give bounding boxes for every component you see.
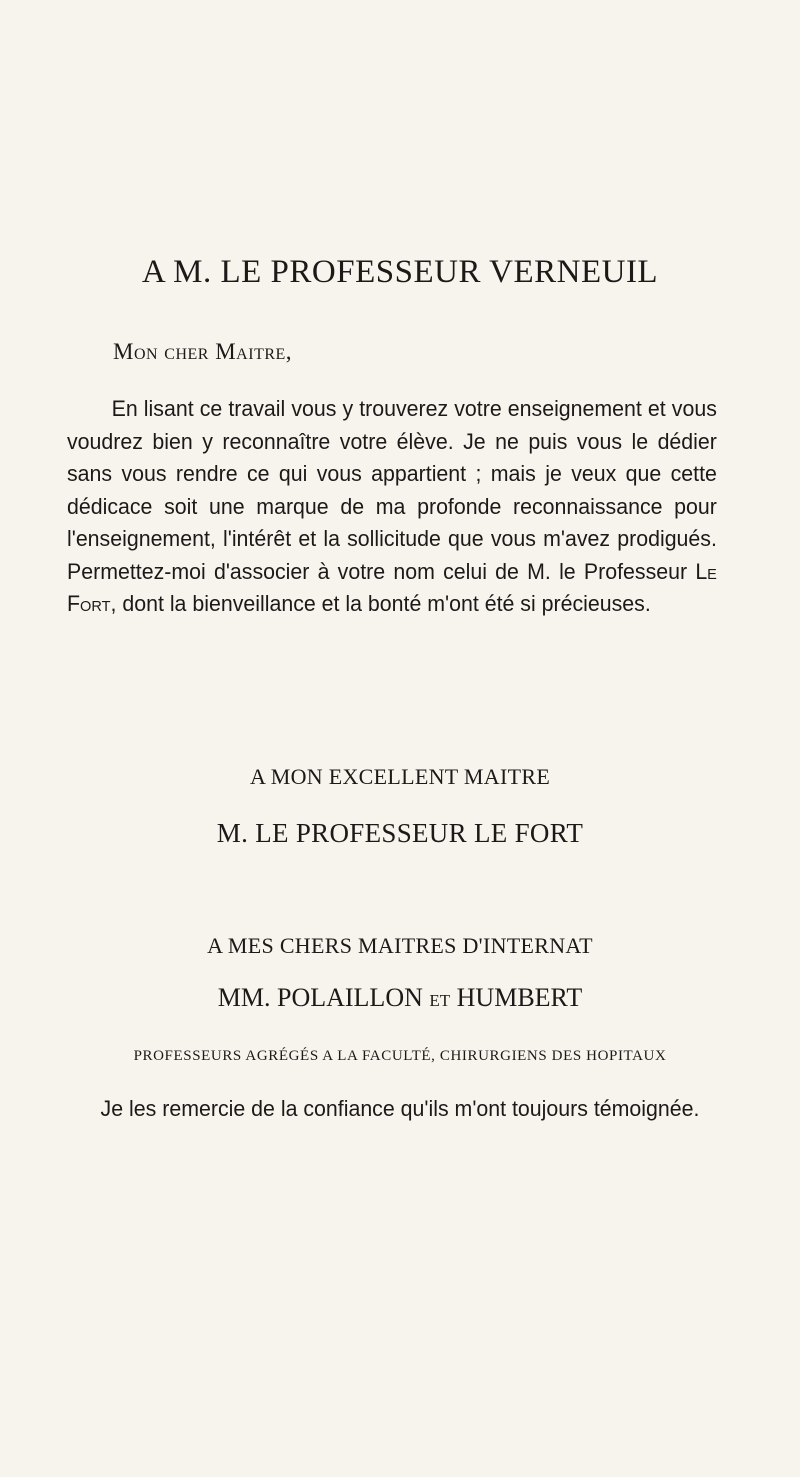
names-conjunction: ET [429, 991, 451, 1010]
third-dedication-line-1: A MES CHERS MAITRES D'INTERNAT [207, 933, 593, 958]
second-dedication-line-1: A MON EXCELLENT MAITRE [249, 764, 551, 789]
salutation: Mon cher Maitre, [113, 339, 293, 364]
dedication-paragraph [67, 393, 717, 621]
dedication-heading: A M. LE PROFESSEUR VERNEUIL [141, 254, 659, 290]
second-dedication-line-2: M. LE PROFESSEUR LE FORT [216, 818, 584, 848]
third-dedication-titles: PROFESSEURS AGRÉGÉS A LA FACULTÉ, CHIRURGIENS DES HOPITAUX [133, 1048, 667, 1064]
names-second: HUMBERT [456, 983, 583, 1012]
paragraph-name: Le Fort [67, 558, 717, 616]
paragraph-text-1: En lisant ce travail vous y trouverez votre enseignement et vous voudrez bien y reconnaître votre élève. Je ne puis vous le dédier sans vous rendre ce qui vous appartient ; mais je veux que cette dédicace soit une marque de ma profonde reconnaissance pour l'enseignement, l'intérêt et la sollicitude que vous m'avez prodigués. Permettez-moi d'associer à votre nom celui de M. le Professeur [67, 396, 717, 584]
third-dedication-names [0, 983, 800, 1013]
names-first: MM. POLAILLON [217, 983, 423, 1012]
closing-sentence: Je les remercie de la confiance qu'ils m'ont toujours témoignée. [100, 1096, 700, 1121]
paragraph-text-2: , dont la bienveillance et la bonté m'ont été si précieuses. [110, 591, 651, 616]
